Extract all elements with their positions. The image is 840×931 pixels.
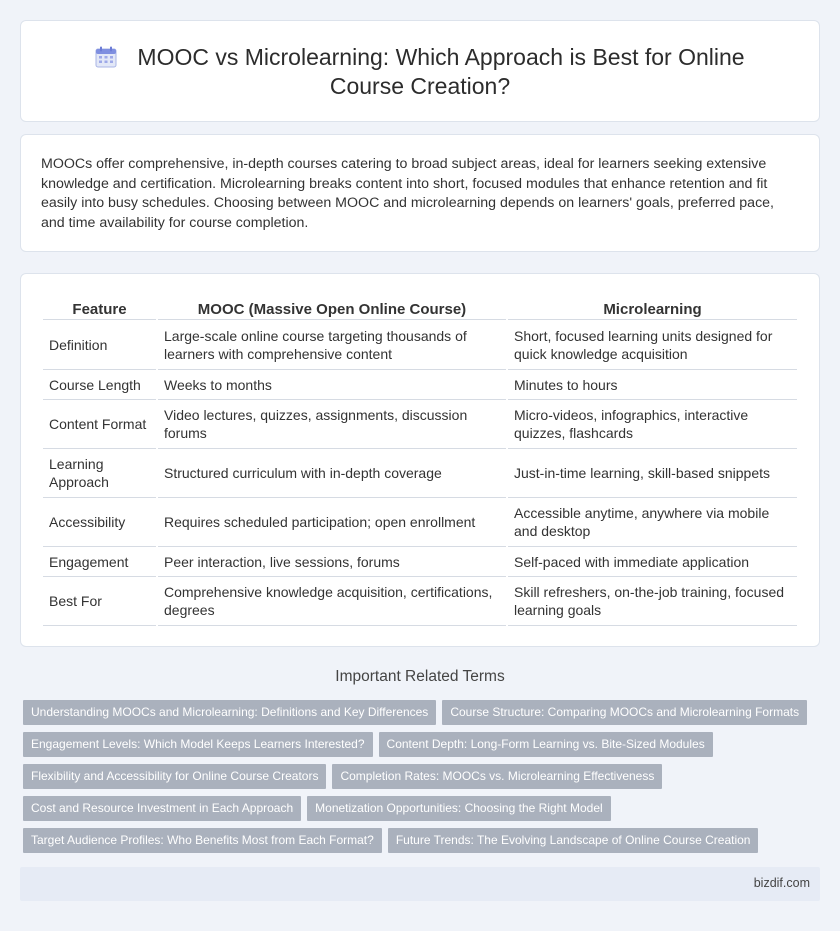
related-term-link[interactable]: Cost and Resource Investment in Each Approach: [23, 796, 301, 821]
related-term-link[interactable]: Completion Rates: MOOCs vs. Microlearning Effectiveness: [332, 764, 662, 789]
row-mooc: Structured curriculum with in-depth coverage: [158, 449, 506, 498]
table-row: [43, 547, 797, 577]
table-row: [43, 577, 797, 626]
table-row: [43, 498, 797, 547]
tag-row: [23, 700, 823, 732]
related-term-link[interactable]: Target Audience Profiles: Who Benefits Most from Each Format?: [23, 828, 382, 853]
related-term-link[interactable]: Engagement Levels: Which Model Keeps Learners Interested?: [23, 732, 373, 757]
row-microlearning: Just-in-time learning, skill-based snippets: [508, 449, 797, 498]
related-term-link[interactable]: Flexibility and Accessibility for Online Course Creators: [23, 764, 326, 789]
table-row: [43, 370, 797, 400]
footer: [20, 867, 820, 901]
tag-row: [23, 764, 823, 796]
related-terms-list: [23, 700, 823, 860]
intro-card: [20, 134, 820, 252]
calendar-icon: [95, 46, 117, 68]
comparison-table: [41, 296, 799, 626]
row-mooc: Large-scale online course targeting thousands of learners with comprehensive content: [158, 320, 506, 370]
related-term-link[interactable]: Course Structure: Comparing MOOCs and Microlearning Formats: [442, 700, 807, 725]
row-feature: Learning Approach: [43, 449, 156, 498]
header-card: [20, 20, 820, 122]
row-mooc: Video lectures, quizzes, assignments, discussion forums: [158, 400, 506, 449]
tag-row: [23, 732, 823, 764]
row-feature: Engagement: [43, 547, 156, 577]
tag-row: [23, 828, 823, 860]
related-term-link[interactable]: Monetization Opportunities: Choosing the Right Model: [307, 796, 611, 821]
header-microlearning: Microlearning: [508, 296, 797, 320]
row-feature: Best For: [43, 577, 156, 626]
row-mooc: Weeks to months: [158, 370, 506, 400]
table-row: [43, 449, 797, 498]
row-microlearning: Short, focused learning units designed for quick knowledge acquisition: [508, 320, 797, 370]
row-microlearning: Micro-videos, infographics, interactive quizzes, flashcards: [508, 400, 797, 449]
row-microlearning: Minutes to hours: [508, 370, 797, 400]
row-feature: Course Length: [43, 370, 156, 400]
tag-row: [23, 796, 823, 828]
row-microlearning: Self-paced with immediate application: [508, 547, 797, 577]
table-row: [43, 400, 797, 449]
row-microlearning: Accessible anytime, anywhere via mobile and desktop: [508, 498, 797, 547]
header-mooc: MOOC (Massive Open Online Course): [158, 296, 506, 320]
header-feature: Feature: [43, 296, 156, 320]
related-term-link[interactable]: Understanding MOOCs and Microlearning: Definitions and Key Differences: [23, 700, 436, 725]
related-term-link[interactable]: Content Depth: Long-Form Learning vs. Bite-Sized Modules: [379, 732, 713, 757]
row-feature: Definition: [43, 320, 156, 370]
row-feature: Accessibility: [43, 498, 156, 547]
table-header-row: [43, 296, 797, 320]
row-mooc: Peer interaction, live sessions, forums: [158, 547, 506, 577]
intro-text: MOOCs offer comprehensive, in-depth courses catering to broad subject areas, ideal for learners seeking extensive knowledge and certification. Microlearning breaks content into short, focused modules that enhance retention and fit easily into busy schedules. Choosing between MOOC and microlearning depends on learners' goals, preferred pace, and time availability for course completion.: [41, 156, 774, 231]
site-link[interactable]: bizdif.com: [753, 876, 810, 890]
related-term-link[interactable]: Future Trends: The Evolving Landscape of Online Course Creation: [388, 828, 759, 853]
page-title: MOOC vs Microlearning: Which Approach is Best for Online Course Creation?: [137, 44, 745, 99]
row-microlearning: Skill refreshers, on-the-job training, focused learning goals: [508, 577, 797, 626]
related-terms-title: Important Related Terms: [335, 668, 505, 685]
row-feature: Content Format: [43, 400, 156, 449]
row-mooc: Requires scheduled participation; open enrollment: [158, 498, 506, 547]
table-row: [43, 320, 797, 370]
row-mooc: Comprehensive knowledge acquisition, certifications, degrees: [158, 577, 506, 626]
comparison-table-card: [20, 273, 820, 647]
